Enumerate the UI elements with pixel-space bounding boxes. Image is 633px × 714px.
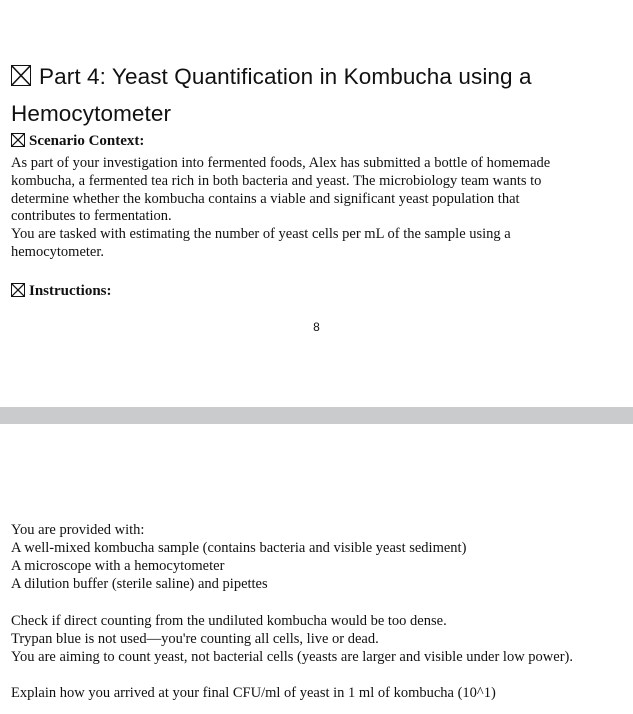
scenario-line: contributes to fermentation. xyxy=(11,208,172,225)
scenario-line: You are tasked with estimating the number of yeast cells per mL of the sample using a xyxy=(11,226,511,243)
list-item: A dilution buffer (sterile saline) and pipettes xyxy=(11,576,268,592)
question-text: Explain how you arrived at your final CFU/ml of yeast in 1 ml of kombucha (10^1) xyxy=(11,685,496,701)
list-item: You are provided with: xyxy=(11,522,145,538)
scenario-line: As part of your investigation into fermented foods, Alex has submitted a bottle of homemade xyxy=(11,155,551,171)
scenario-line: determine whether the kombucha contains a viable and significant yeast population that xyxy=(11,190,520,207)
title-line-1 xyxy=(11,58,623,95)
title-text-line-1: Part 4: Yeast Quantification in Kombucha using a xyxy=(39,64,532,89)
title-line-2: Hemocytometer xyxy=(11,101,172,126)
list-item: Check if direct counting from the undiluted kombucha would be too dense. xyxy=(11,613,447,629)
list-item: You are aiming to count yeast, not bacterial cells (yeasts are larger and visible under low power). xyxy=(11,649,573,665)
x-box-icon xyxy=(11,283,25,297)
page-title xyxy=(11,58,623,132)
list-item: A microscope with a hemocytometer xyxy=(11,558,225,574)
list-item: Trypan blue is not used—you're counting all cells, live or dead. xyxy=(11,631,379,647)
notes-list xyxy=(11,612,631,666)
scenario-paragraph xyxy=(11,155,623,262)
scenario-line: kombucha, a fermented tea rich in both bacteria and yeast. The microbiology team wants to xyxy=(11,172,542,189)
scenario-heading xyxy=(11,133,144,150)
instructions-heading-text: Instructions: xyxy=(29,283,112,299)
scenario-line: hemocytometer. xyxy=(11,243,105,260)
list-item: A well-mixed kombucha sample (contains bacteria and visible yeast sediment) xyxy=(11,540,467,556)
page-number: 8 xyxy=(313,320,320,334)
page-separator xyxy=(0,407,633,424)
x-box-icon xyxy=(11,133,25,147)
scenario-heading-text: Scenario Context: xyxy=(29,133,145,149)
instructions-heading xyxy=(11,283,112,300)
x-box-icon xyxy=(11,65,31,86)
materials-list xyxy=(11,521,631,593)
